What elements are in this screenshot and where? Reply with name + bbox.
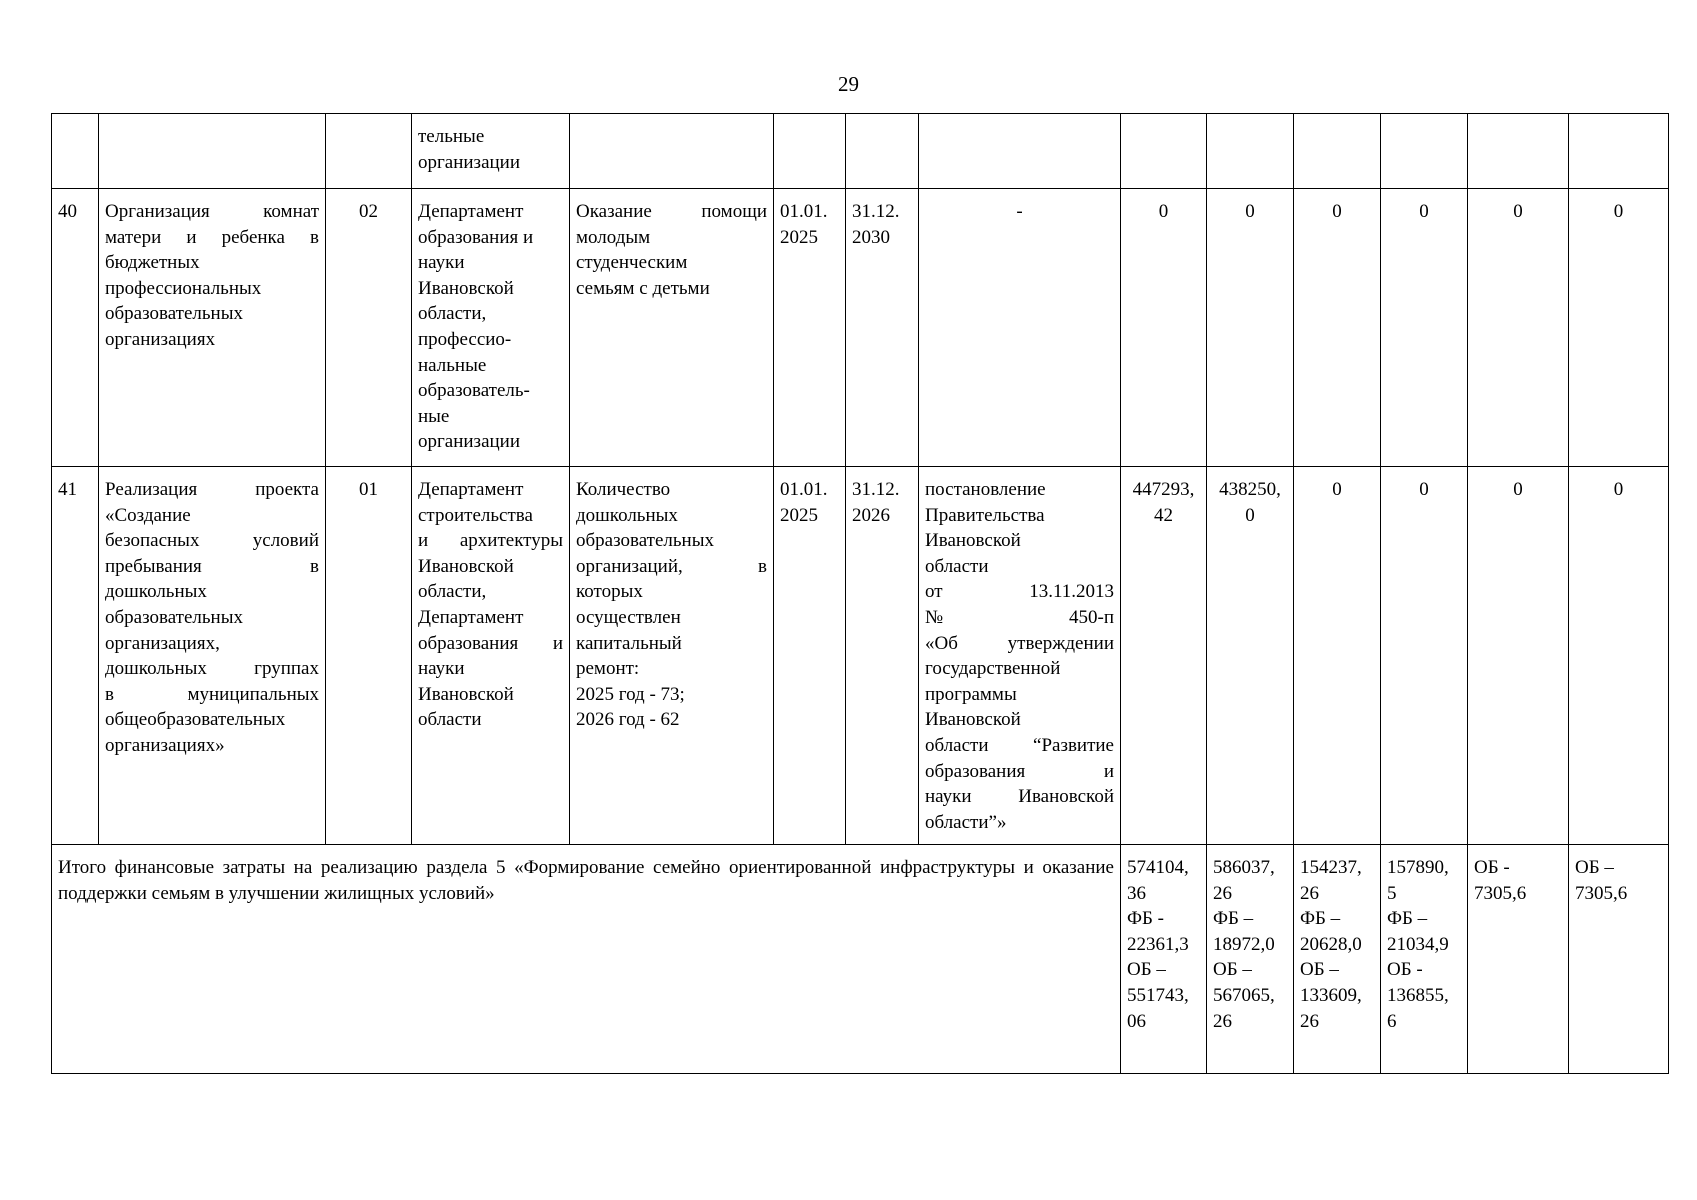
cell-amount-2: 0 (1207, 189, 1294, 467)
basis-line: области (925, 555, 989, 577)
cell-indicator (570, 114, 774, 189)
name-line: дошкольных (105, 581, 207, 603)
cell-num: 40 (52, 189, 99, 467)
cell-amount-6 (1569, 114, 1669, 189)
cell-executor (412, 467, 570, 845)
basis-line: Правительства (925, 504, 1045, 526)
basis-line: № 450-п (925, 606, 1114, 628)
cell-amount-2: 438250, 0 (1207, 467, 1294, 845)
executor-line: и архитектуры (418, 530, 563, 552)
indicator-line: молодым (576, 226, 651, 248)
name-line: профессиональных (105, 277, 262, 299)
name-line: пребывания в (105, 555, 319, 577)
total-amount-1: 574104, 36 ФБ - 22361,3 ОБ – 551743, 06 (1121, 845, 1207, 1074)
cell-amount-1: 0 (1121, 189, 1207, 467)
name-line: в муниципальных (105, 683, 319, 705)
cell-start: 01.01. 2025 (774, 467, 846, 845)
basis-line: области “Развитие (925, 734, 1114, 756)
basis-line: образования и (925, 760, 1114, 782)
cell-start (774, 114, 846, 189)
executor-line: области, (418, 581, 487, 603)
cell-code (326, 114, 412, 189)
executor-line: науки (418, 658, 465, 680)
indicator-line: дошкольных (576, 504, 678, 526)
total-amount-4: 157890, 5 ФБ – 21034,9 ОБ - 136855, 6 (1381, 845, 1468, 1074)
cell-name (99, 114, 326, 189)
total-amount-3: 154237, 26 ФБ – 20628,0 ОБ – 133609, 26 (1294, 845, 1381, 1074)
executor-line: Ивановской (418, 555, 514, 577)
table-row-40 (52, 189, 1669, 467)
name-line: образовательных (105, 606, 243, 628)
executor-line: Ивановской (418, 683, 514, 705)
total-label: Итого финансовые затраты на реализацию раздела 5 «Формирование семейно ориентированной инфраструктуры и оказание поддержки семьям в улучшении жилищных условий» (52, 845, 1121, 1074)
basis-line: программы (925, 683, 1017, 705)
indicator-line: ремонт: (576, 658, 640, 680)
name-line: общеобразовательных (105, 709, 286, 731)
indicator-line: Оказание помощи (576, 201, 767, 222)
indicator-line: осуществлен (576, 606, 681, 628)
basis-line: постановление (925, 479, 1046, 500)
cell-amount-5 (1468, 114, 1569, 189)
cell-amount-6: 0 (1569, 189, 1669, 467)
page-number: 29 (838, 72, 859, 96)
table-row-41 (52, 467, 1669, 845)
cell-amount-4: 0 (1381, 467, 1468, 845)
cell-amount-4: 0 (1381, 189, 1468, 467)
cell-amount-6: 0 (1569, 467, 1669, 845)
basis-line: «Об утверждении (925, 632, 1114, 654)
indicator-line: организаций, в (576, 555, 767, 577)
cell-code: 02 (326, 189, 412, 467)
indicator-line: семьям с детьми (576, 277, 710, 299)
name-line: Реализация проекта (105, 479, 319, 500)
name-line: организациях» (105, 734, 225, 756)
basis-line: Ивановской (925, 709, 1021, 731)
cell-num (52, 114, 99, 189)
cell-amount-3: 0 (1294, 467, 1381, 845)
name-line: безопасных условий (105, 530, 319, 552)
cell-num: 41 (52, 467, 99, 845)
indicator-line: образовательных (576, 530, 714, 552)
indicator-line: 2026 год - 62 (576, 709, 680, 731)
name-line: Организация комнат (105, 201, 319, 222)
executor-line: Департамент (418, 606, 524, 628)
indicator-line: студенческим (576, 252, 688, 274)
basis-line: государственной (925, 658, 1061, 680)
executor-line: строительства (418, 504, 533, 526)
indicator-line: Количество (576, 479, 671, 500)
cell-indicator (570, 467, 774, 845)
cell-end: 31.12. 2026 (846, 467, 919, 845)
cell-start: 01.01. 2025 (774, 189, 846, 467)
cell-basis (919, 114, 1121, 189)
measures-table (51, 113, 1669, 1074)
basis-line: от 13.11.2013 (925, 581, 1114, 603)
total-amount-5: ОБ - 7305,6 (1468, 845, 1569, 1074)
cell-indicator (570, 189, 774, 467)
cell-basis: - (919, 189, 1121, 467)
name-line: бюджетных (105, 252, 200, 274)
cell-amount-3: 0 (1294, 189, 1381, 467)
cell-name (99, 467, 326, 845)
indicator-line: капитальный (576, 632, 682, 654)
total-amount-6: ОБ – 7305,6 (1569, 845, 1669, 1074)
name-line: организациях (105, 328, 216, 350)
basis-line: науки Ивановской (925, 786, 1114, 808)
executor-line: Департамент (418, 479, 524, 500)
name-line: матери и ребенка в (105, 226, 319, 248)
cell-amount-4 (1381, 114, 1468, 189)
name-line: дошкольных группах (105, 658, 319, 680)
cell-name (99, 189, 326, 467)
cell-basis (919, 467, 1121, 845)
cell-amount-5: 0 (1468, 467, 1569, 845)
name-line: «Создание (105, 504, 191, 526)
cell-amount-1 (1121, 114, 1207, 189)
table-row-total (52, 845, 1669, 1074)
cell-amount-2 (1207, 114, 1294, 189)
basis-line: области”» (925, 811, 1007, 833)
name-line: организациях, (105, 632, 220, 654)
name-line: образовательных (105, 303, 243, 325)
cell-amount-1: 447293, 42 (1121, 467, 1207, 845)
table-row-continuation (52, 114, 1669, 189)
cell-end (846, 114, 919, 189)
cell-amount-5: 0 (1468, 189, 1569, 467)
cell-end: 31.12. 2030 (846, 189, 919, 467)
indicator-line: которых (576, 581, 643, 603)
cell-executor: Департамент образования и науки Ивановской области, профессио- нальные образователь- ные организации (412, 189, 570, 467)
executor-line: области (418, 709, 482, 731)
cell-executor: тельные организации (412, 114, 570, 189)
indicator-line: 2025 год - 73; (576, 683, 685, 705)
executor-line: образования и (418, 632, 563, 654)
cell-amount-3 (1294, 114, 1381, 189)
basis-line: Ивановской (925, 530, 1021, 552)
total-amount-2: 586037, 26 ФБ – 18972,0 ОБ – 567065, 26 (1207, 845, 1294, 1074)
cell-code: 01 (326, 467, 412, 845)
